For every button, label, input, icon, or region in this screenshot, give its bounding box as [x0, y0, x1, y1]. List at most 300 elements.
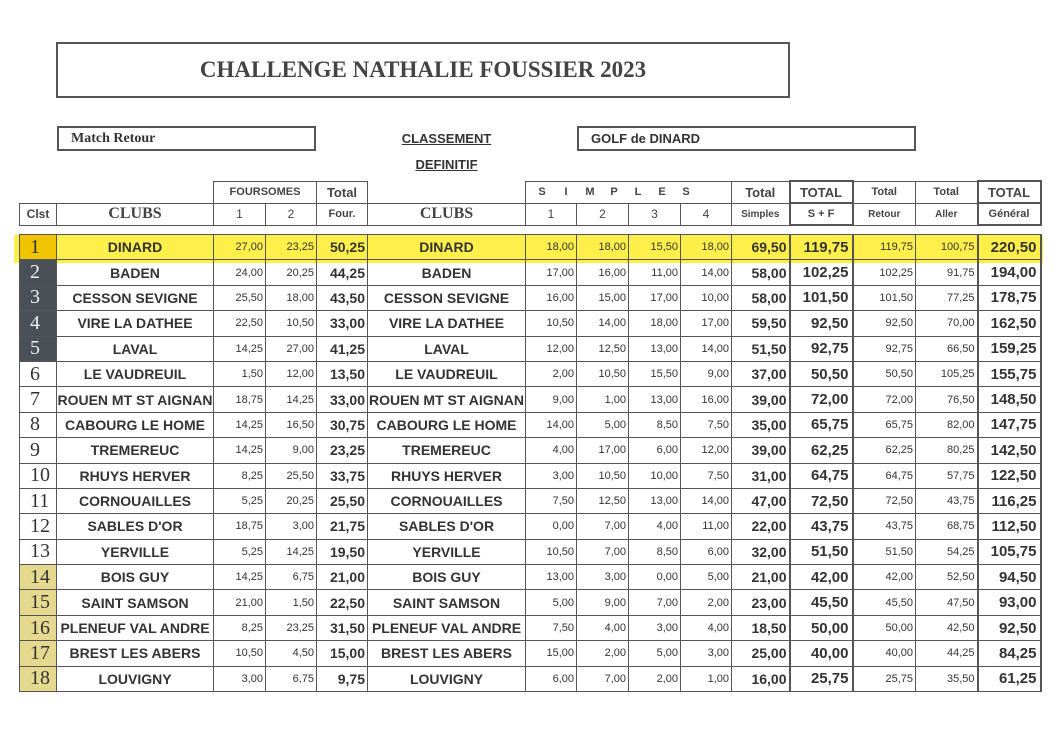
cell-s2: 7,00	[577, 514, 629, 539]
cell-s1: 12,00	[526, 336, 577, 361]
cell-retour: 72,00	[853, 387, 916, 412]
cell-four: 33,75	[317, 463, 368, 488]
cell-retour: 64,75	[853, 463, 916, 488]
table-row	[20, 539, 1041, 564]
cell-club2: LAVAL	[368, 336, 526, 361]
cell-simples: 16,00	[732, 666, 790, 691]
cell-f1: 24,00	[214, 260, 266, 285]
results-table	[19, 180, 1042, 692]
total-four-header-top: Total	[317, 181, 368, 203]
cell-four: 23,25	[317, 438, 368, 463]
cell-sf: 50,50	[790, 361, 853, 386]
table-row	[20, 641, 1041, 666]
cell-s4: 14,00	[681, 488, 732, 513]
cell-s4: 1,00	[681, 666, 732, 691]
cell-s2: 9,00	[577, 590, 629, 615]
cell-club2: CORNOUAILLES	[368, 488, 526, 513]
cell-aller: 54,25	[916, 539, 978, 564]
header-row-top	[20, 181, 1041, 203]
simples-letters-header: S I M P L E S	[526, 181, 732, 203]
table-row	[20, 412, 1041, 437]
cell-club: LOUVIGNY	[57, 666, 214, 691]
cell-rank: 6	[20, 361, 57, 386]
cell-s3: 10,00	[629, 463, 681, 488]
cell-f1: 25,50	[214, 285, 266, 310]
cell-f2: 4,50	[266, 641, 317, 666]
cell-club: CABOURG LE HOME	[57, 412, 214, 437]
cell-sf: 65,75	[790, 412, 853, 437]
cell-s2: 7,00	[577, 539, 629, 564]
cell-simples: 22,00	[732, 514, 790, 539]
cell-aller: 47,50	[916, 590, 978, 615]
cell-aller: 70,00	[916, 311, 978, 336]
cell-club2: TREMEREUC	[368, 438, 526, 463]
cell-s3: 8,50	[629, 539, 681, 564]
cell-general: 61,25	[978, 666, 1041, 691]
cell-s2: 17,00	[577, 438, 629, 463]
cell-simples: 35,00	[732, 412, 790, 437]
cell-general: 194,00	[978, 260, 1041, 285]
cell-club2: CABOURG LE HOME	[368, 412, 526, 437]
cell-f2: 18,00	[266, 285, 317, 310]
cell-club2: BOIS GUY	[368, 565, 526, 590]
cell-simples: 32,00	[732, 539, 790, 564]
table-row	[20, 666, 1041, 691]
cell-aller: 44,25	[916, 641, 978, 666]
cell-retour: 119,75	[853, 235, 916, 260]
cell-retour: 50,00	[853, 615, 916, 640]
cell-general: 142,50	[978, 438, 1041, 463]
cell-f1: 18,75	[214, 387, 266, 412]
cell-s1: 13,00	[526, 565, 577, 590]
cell-sf: 102,25	[790, 260, 853, 285]
cell-club2: VIRE LA DATHEE	[368, 311, 526, 336]
cell-aller: 43,75	[916, 488, 978, 513]
cell-s3: 18,00	[629, 311, 681, 336]
cell-simples: 31,00	[732, 463, 790, 488]
cell-rank: 10	[20, 463, 57, 488]
cell-s1: 18,00	[526, 235, 577, 260]
cell-f2: 23,25	[266, 615, 317, 640]
table-row	[20, 488, 1041, 513]
cell-s3: 7,00	[629, 590, 681, 615]
cell-s2: 3,00	[577, 565, 629, 590]
cell-four: 44,25	[317, 260, 368, 285]
cell-s4: 9,00	[681, 361, 732, 386]
cell-rank: 9	[20, 438, 57, 463]
cell-simples: 21,00	[732, 565, 790, 590]
cell-four: 19,50	[317, 539, 368, 564]
cell-rank: 18	[20, 666, 57, 691]
cell-retour: 42,00	[853, 565, 916, 590]
cell-aller: 52,50	[916, 565, 978, 590]
cell-simples: 51,50	[732, 336, 790, 361]
cell-f1: 14,25	[214, 336, 266, 361]
cell-f2: 23,25	[266, 235, 317, 260]
cell-s4: 11,00	[681, 514, 732, 539]
cell-f1: 5,25	[214, 488, 266, 513]
cell-aller: 80,25	[916, 438, 978, 463]
cell-club2: SAINT SAMSON	[368, 590, 526, 615]
cell-s2: 7,00	[577, 666, 629, 691]
cell-s2: 15,00	[577, 285, 629, 310]
cell-s2: 14,00	[577, 311, 629, 336]
cell-s3: 15,50	[629, 361, 681, 386]
cell-club2: YERVILLE	[368, 539, 526, 564]
cell-general: 84,25	[978, 641, 1041, 666]
cell-club: BADEN	[57, 260, 214, 285]
cell-club2: BREST LES ABERS	[368, 641, 526, 666]
simple-1-header: 1	[526, 203, 577, 225]
cell-s2: 12,50	[577, 336, 629, 361]
cell-s4: 16,00	[681, 387, 732, 412]
cell-four: 41,25	[317, 336, 368, 361]
cell-f2: 20,25	[266, 488, 317, 513]
cell-four: 31,50	[317, 615, 368, 640]
cell-four: 22,50	[317, 590, 368, 615]
cell-s4: 7,50	[681, 412, 732, 437]
cell-general: 93,00	[978, 590, 1041, 615]
cell-s4: 3,00	[681, 641, 732, 666]
cell-four: 50,25	[317, 235, 368, 260]
golf-label: GOLF de DINARD	[577, 126, 916, 151]
cell-s1: 17,00	[526, 260, 577, 285]
total-aller-header-top: Total	[916, 181, 978, 203]
cell-sf: 72,00	[790, 387, 853, 412]
cell-f2: 6,75	[266, 565, 317, 590]
cell-sf: 119,75	[790, 235, 853, 260]
cell-f1: 1,50	[214, 361, 266, 386]
cell-aller: 42,50	[916, 615, 978, 640]
total-general-header-top: TOTAL	[978, 181, 1041, 203]
cell-aller: 105,25	[916, 361, 978, 386]
cell-s4: 5,00	[681, 565, 732, 590]
cell-f1: 10,50	[214, 641, 266, 666]
cell-f2: 10,50	[266, 311, 317, 336]
cell-rank: 8	[20, 412, 57, 437]
cell-club: DINARD	[57, 235, 214, 260]
cell-s2: 2,00	[577, 641, 629, 666]
cell-aller: 35,50	[916, 666, 978, 691]
total-simples-header-top: Total	[732, 181, 790, 203]
cell-simples: 37,00	[732, 361, 790, 386]
cell-four: 33,00	[317, 311, 368, 336]
cell-club2: SABLES D'OR	[368, 514, 526, 539]
match-label: Match Retour	[57, 126, 316, 151]
table-row	[20, 285, 1041, 310]
cell-s1: 7,50	[526, 488, 577, 513]
cell-retour: 101,50	[853, 285, 916, 310]
cell-club: PLENEUF VAL ANDRE	[57, 615, 214, 640]
cell-general: 220,50	[978, 235, 1041, 260]
header-row-bottom	[20, 203, 1041, 225]
cell-club: CESSON SEVIGNE	[57, 285, 214, 310]
simples-header: Simples	[732, 203, 790, 225]
simple-3-header: 3	[629, 203, 681, 225]
cell-sf: 50,00	[790, 615, 853, 640]
cell-sf: 40,00	[790, 641, 853, 666]
cell-sf: 43,75	[790, 514, 853, 539]
table-row	[20, 235, 1041, 260]
cell-s2: 10,50	[577, 361, 629, 386]
table-row	[20, 260, 1041, 285]
retour-header: Retour	[853, 203, 916, 225]
clst-header: Clst	[20, 203, 57, 225]
cell-general: 94,50	[978, 565, 1041, 590]
cell-aller: 66,50	[916, 336, 978, 361]
cell-f1: 8,25	[214, 615, 266, 640]
cell-club: CORNOUAILLES	[57, 488, 214, 513]
cell-sf: 64,75	[790, 463, 853, 488]
cell-aller: 76,50	[916, 387, 978, 412]
cell-four: 13,50	[317, 361, 368, 386]
cell-s4: 2,00	[681, 590, 732, 615]
cell-s1: 7,50	[526, 615, 577, 640]
cell-s1: 14,00	[526, 412, 577, 437]
cell-f1: 3,00	[214, 666, 266, 691]
cell-sf: 92,75	[790, 336, 853, 361]
cell-club2: BADEN	[368, 260, 526, 285]
cell-s1: 5,00	[526, 590, 577, 615]
cell-s1: 15,00	[526, 641, 577, 666]
cell-f2: 27,00	[266, 336, 317, 361]
cell-s3: 13,00	[629, 488, 681, 513]
cell-sf: 62,25	[790, 438, 853, 463]
cell-f1: 21,00	[214, 590, 266, 615]
cell-rank: 16	[20, 615, 57, 640]
cell-s3: 13,00	[629, 336, 681, 361]
cell-s2: 12,50	[577, 488, 629, 513]
cell-general: 105,75	[978, 539, 1041, 564]
general-header: Général	[978, 203, 1041, 225]
cell-club: BREST LES ABERS	[57, 641, 214, 666]
cell-general: 159,25	[978, 336, 1041, 361]
cell-s1: 9,00	[526, 387, 577, 412]
cell-rank: 13	[20, 539, 57, 564]
cell-club2: ROUEN MT ST AIGNAN	[368, 387, 526, 412]
cell-rank: 11	[20, 488, 57, 513]
cell-s3: 2,00	[629, 666, 681, 691]
cell-f2: 14,25	[266, 539, 317, 564]
cell-club: VIRE LA DATHEE	[57, 311, 214, 336]
cell-rank: 4	[20, 311, 57, 336]
cell-retour: 43,75	[853, 514, 916, 539]
cell-f2: 6,75	[266, 666, 317, 691]
foursomes-header: FOURSOMES	[214, 181, 317, 203]
cell-four: 9,75	[317, 666, 368, 691]
cell-general: 122,50	[978, 463, 1041, 488]
cell-four: 43,50	[317, 285, 368, 310]
cell-retour: 102,25	[853, 260, 916, 285]
cell-f1: 27,00	[214, 235, 266, 260]
cell-club2: CESSON SEVIGNE	[368, 285, 526, 310]
cell-simples: 23,00	[732, 590, 790, 615]
definitif-label: DEFINITIF	[415, 157, 478, 172]
cell-general: 112,50	[978, 514, 1041, 539]
cell-four: 33,00	[317, 387, 368, 412]
cell-simples: 47,00	[732, 488, 790, 513]
cell-s3: 6,00	[629, 438, 681, 463]
cell-s1: 16,00	[526, 285, 577, 310]
cell-f1: 18,75	[214, 514, 266, 539]
cell-s2: 4,00	[577, 615, 629, 640]
table-row	[20, 311, 1041, 336]
page-title: CHALLENGE NATHALIE FOUSSIER 2023	[56, 42, 790, 98]
cell-f1: 22,50	[214, 311, 266, 336]
cell-s4: 17,00	[681, 311, 732, 336]
cell-s4: 6,00	[681, 539, 732, 564]
cell-club: BOIS GUY	[57, 565, 214, 590]
cell-f2: 20,25	[266, 260, 317, 285]
table-row	[20, 438, 1041, 463]
table-row	[20, 615, 1041, 640]
cell-club: SABLES D'OR	[57, 514, 214, 539]
cell-s4: 14,00	[681, 260, 732, 285]
cell-s1: 2,00	[526, 361, 577, 386]
cell-simples: 69,50	[732, 235, 790, 260]
spacer-row	[20, 225, 1041, 235]
cell-s4: 7,50	[681, 463, 732, 488]
cell-club: ROUEN MT ST AIGNAN	[57, 387, 214, 412]
cell-s1: 10,50	[526, 311, 577, 336]
cell-simples: 39,00	[732, 438, 790, 463]
cell-s3: 0,00	[629, 565, 681, 590]
cell-f2: 1,50	[266, 590, 317, 615]
classement-label: CLASSEMENT	[401, 131, 492, 146]
cell-simples: 58,00	[732, 285, 790, 310]
cell-general: 148,50	[978, 387, 1041, 412]
cell-f1: 14,25	[214, 412, 266, 437]
cell-aller: 57,75	[916, 463, 978, 488]
cell-retour: 40,00	[853, 641, 916, 666]
cell-simples: 25,00	[732, 641, 790, 666]
cell-s3: 13,00	[629, 387, 681, 412]
cell-s3: 17,00	[629, 285, 681, 310]
sf-header: S + F	[790, 203, 853, 225]
cell-club: YERVILLE	[57, 539, 214, 564]
cell-f1: 14,25	[214, 565, 266, 590]
cell-simples: 58,00	[732, 260, 790, 285]
foursome-2-header: 2	[266, 203, 317, 225]
table-row	[20, 463, 1041, 488]
table-row	[20, 590, 1041, 615]
cell-s4: 10,00	[681, 285, 732, 310]
cell-four: 25,50	[317, 488, 368, 513]
cell-sf: 51,50	[790, 539, 853, 564]
cell-rank: 15	[20, 590, 57, 615]
four-header: Four.	[317, 203, 368, 225]
cell-club: LE VAUDREUIL	[57, 361, 214, 386]
cell-club: RHUYS HERVER	[57, 463, 214, 488]
results-body	[20, 235, 1041, 692]
table-row	[20, 387, 1041, 412]
cell-simples: 59,50	[732, 311, 790, 336]
cell-general: 147,75	[978, 412, 1041, 437]
cell-four: 30,75	[317, 412, 368, 437]
cell-s2: 5,00	[577, 412, 629, 437]
cell-sf: 72,50	[790, 488, 853, 513]
cell-rank: 17	[20, 641, 57, 666]
cell-s2: 10,50	[577, 463, 629, 488]
cell-rank: 5	[20, 336, 57, 361]
cell-retour: 45,50	[853, 590, 916, 615]
cell-four: 21,75	[317, 514, 368, 539]
cell-s3: 3,00	[629, 615, 681, 640]
cell-s2: 16,00	[577, 260, 629, 285]
cell-f1: 5,25	[214, 539, 266, 564]
cell-s1: 4,00	[526, 438, 577, 463]
cell-s1: 0,00	[526, 514, 577, 539]
cell-rank: 2	[20, 260, 57, 285]
cell-s4: 18,00	[681, 235, 732, 260]
cell-f2: 12,00	[266, 361, 317, 386]
cell-f2: 3,00	[266, 514, 317, 539]
cell-f2: 16,50	[266, 412, 317, 437]
cell-club: TREMEREUC	[57, 438, 214, 463]
cell-f1: 8,25	[214, 463, 266, 488]
cell-club2: DINARD	[368, 235, 526, 260]
cell-s3: 8,50	[629, 412, 681, 437]
cell-club: LAVAL	[57, 336, 214, 361]
cell-rank: 14	[20, 565, 57, 590]
cell-sf: 92,50	[790, 311, 853, 336]
cell-retour: 25,75	[853, 666, 916, 691]
cell-s2: 18,00	[577, 235, 629, 260]
cell-s4: 14,00	[681, 336, 732, 361]
cell-four: 15,00	[317, 641, 368, 666]
cell-f2: 25,50	[266, 463, 317, 488]
clubs-header-2: CLUBS	[368, 203, 526, 225]
cell-general: 155,75	[978, 361, 1041, 386]
cell-club2: PLENEUF VAL ANDRE	[368, 615, 526, 640]
cell-club2: LE VAUDREUIL	[368, 361, 526, 386]
cell-s3: 4,00	[629, 514, 681, 539]
cell-s4: 4,00	[681, 615, 732, 640]
cell-sf: 42,00	[790, 565, 853, 590]
cell-sf: 45,50	[790, 590, 853, 615]
simple-4-header: 4	[681, 203, 732, 225]
cell-s1: 6,00	[526, 666, 577, 691]
cell-s1: 3,00	[526, 463, 577, 488]
cell-s4: 12,00	[681, 438, 732, 463]
cell-aller: 100,75	[916, 235, 978, 260]
cell-general: 162,50	[978, 311, 1041, 336]
cell-retour: 50,50	[853, 361, 916, 386]
clubs-header: CLUBS	[57, 203, 214, 225]
cell-f1: 14,25	[214, 438, 266, 463]
cell-rank: 7	[20, 387, 57, 412]
cell-f2: 9,00	[266, 438, 317, 463]
cell-rank: 1	[20, 235, 57, 260]
cell-club2: RHUYS HERVER	[368, 463, 526, 488]
cell-retour: 51,50	[853, 539, 916, 564]
table-row	[20, 361, 1041, 386]
total-retour-header-top: Total	[853, 181, 916, 203]
table-row	[20, 336, 1041, 361]
cell-general: 92,50	[978, 615, 1041, 640]
cell-club2: LOUVIGNY	[368, 666, 526, 691]
cell-sf: 101,50	[790, 285, 853, 310]
cell-retour: 62,25	[853, 438, 916, 463]
cell-rank: 12	[20, 514, 57, 539]
cell-aller: 91,75	[916, 260, 978, 285]
cell-retour: 92,50	[853, 311, 916, 336]
cell-f2: 14,25	[266, 387, 317, 412]
cell-aller: 77,25	[916, 285, 978, 310]
cell-simples: 39,00	[732, 387, 790, 412]
cell-simples: 18,50	[732, 615, 790, 640]
cell-general: 178,75	[978, 285, 1041, 310]
